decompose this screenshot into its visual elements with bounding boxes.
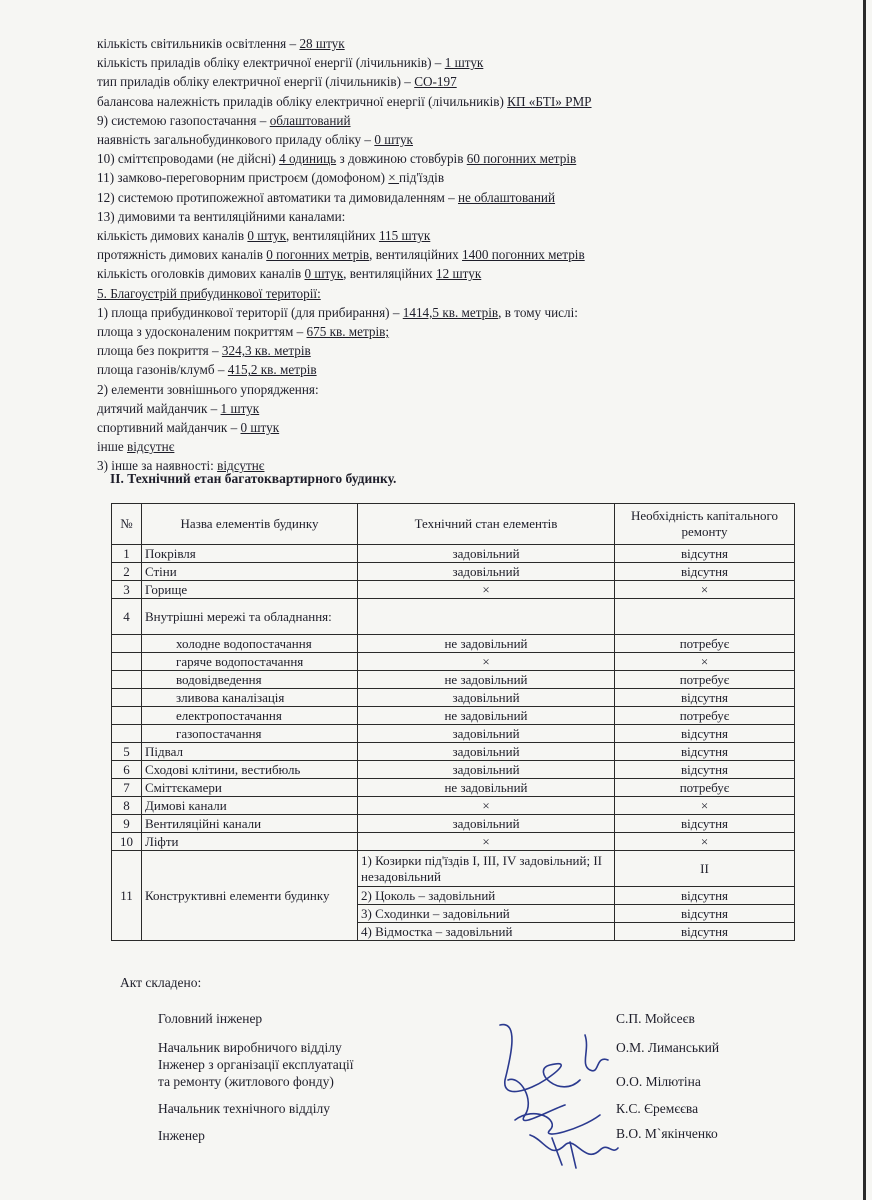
line-text: площа з удосконаленим покриттям – (97, 324, 307, 340)
signature-role: та ремонту (житлового фонду) (158, 1074, 334, 1089)
technical-state: задовільний (358, 689, 615, 707)
technical-state: не задовільний (358, 671, 615, 689)
line-text: балансова належність приладів обліку електричної енергії (лічильників) (97, 93, 508, 109)
row-number (112, 671, 142, 689)
element-name: Підвал (142, 743, 358, 761)
document-line (97, 284, 797, 303)
underlined-value: 0 штук (304, 266, 344, 282)
technical-state (358, 599, 615, 635)
row-number (112, 707, 142, 725)
line-text: 3) інше за наявності: (97, 458, 218, 474)
header-need: Необхідність капітального ремонту (615, 504, 795, 545)
repair-need: відсутня (615, 725, 795, 743)
repair-need: × (615, 833, 795, 851)
document-line (97, 188, 797, 207)
table-row (112, 851, 795, 887)
element-name: Димові канали (142, 797, 358, 815)
table-row (112, 545, 795, 563)
line-text: 10) сміттєпроводами (не дійсні) (97, 151, 280, 167)
underlined-value: 324,3 кв. метрів (221, 343, 311, 359)
repair-need: × (615, 653, 795, 671)
underlined-value: 0 погонних метрів (266, 247, 370, 263)
line-text: , вентиляційних (286, 228, 379, 244)
technical-state: задовільний (358, 743, 615, 761)
row-number: 11 (112, 851, 142, 941)
element-name: Стіни (142, 563, 358, 581)
underlined-value: СО-197 (414, 74, 457, 90)
line-text: кількість приладів обліку електричної енергії (лічильників) – (97, 55, 445, 71)
repair-need: відсутня (615, 743, 795, 761)
document-line (97, 130, 797, 149)
repair-need: відсутня (615, 887, 795, 905)
repair-need: відсутня (615, 563, 795, 581)
technical-state-table (111, 503, 795, 941)
line-text: площа без покриття – (97, 343, 222, 359)
handwritten-signatures (490, 1020, 620, 1170)
table-row (112, 689, 795, 707)
line-text: 1) площа прибудинкової території (для прибирання) – (97, 304, 403, 320)
line-text: дитячий майданчик – (97, 400, 221, 416)
repair-need: потребує (615, 671, 795, 689)
line-text: інше (97, 439, 128, 455)
underlined-value: 1 штук (220, 400, 260, 416)
repair-need: відсутня (615, 923, 795, 941)
element-name: холодне водопостачання (142, 635, 358, 653)
signature-role: Начальник технічного відділу (158, 1101, 331, 1116)
technical-state: задовільний (358, 563, 615, 581)
row-number: 4 (112, 599, 142, 635)
underlined-value: 1400 погонних метрів (462, 247, 585, 263)
underlined-value: × (388, 170, 400, 186)
element-name: Ліфти (142, 833, 358, 851)
table-row (112, 761, 795, 779)
signature-name: С.П. Мойсеєв (616, 1011, 695, 1026)
repair-need: потребує (615, 779, 795, 797)
row-number: 2 (112, 563, 142, 581)
underlined-value: 415,2 кв. метрів (227, 362, 317, 378)
table-row (112, 599, 795, 635)
document-line (97, 92, 797, 111)
row-number: 7 (112, 779, 142, 797)
page-edge-shadow (863, 0, 866, 1200)
line-text: 2) елементи зовнішнього упорядження: (97, 381, 319, 397)
table-row (112, 725, 795, 743)
underlined-value: 1414,5 кв. метрів (402, 304, 499, 320)
line-text: , вентиляційних (343, 266, 437, 282)
element-name: Внутрішні мережі та обладнання: (142, 599, 358, 635)
technical-state: 3) Сходинки – задовільний (358, 905, 615, 923)
underlined-value: КП «БТІ» РМР (507, 93, 592, 109)
element-name: водовідведення (142, 671, 358, 689)
line-text: кількість димових каналів (97, 228, 248, 244)
technical-state: не задовільний (358, 635, 615, 653)
document-line (97, 34, 797, 53)
repair-need: ІІ (615, 851, 795, 887)
repair-need: потребує (615, 707, 795, 725)
header-state: Технічний стан елементів (358, 504, 615, 545)
line-text: під'їздів (399, 170, 445, 186)
signature-role: Інженер (158, 1128, 205, 1143)
element-name: газопостачання (142, 725, 358, 743)
underlined-value: відсутнє (127, 439, 175, 455)
signature-name: К.С. Єремєєва (616, 1101, 699, 1116)
repair-need: відсутня (615, 815, 795, 833)
technical-state: × (358, 653, 615, 671)
row-number: 9 (112, 815, 142, 833)
act-label: Акт складено: (120, 975, 202, 990)
signature-role: Інженер з організації експлуатації (158, 1057, 354, 1072)
row-number: 1 (112, 545, 142, 563)
signature-name: О.О. Мілютіна (616, 1074, 701, 1089)
line-text: 9) системою газопостачання – (97, 112, 270, 128)
element-name: зливова каналізація (142, 689, 358, 707)
table-row (112, 635, 795, 653)
document-line (97, 380, 797, 399)
table-row (112, 779, 795, 797)
signature-role: Начальник виробничого відділу (158, 1040, 342, 1055)
document-line (97, 149, 797, 168)
document-line (97, 418, 797, 437)
repair-need: відсутня (615, 545, 795, 563)
table-row (112, 797, 795, 815)
repair-need: відсутня (615, 905, 795, 923)
technical-state: 4) Відмостка – задовільний (358, 923, 615, 941)
repair-need: потребує (615, 635, 795, 653)
table-row (112, 707, 795, 725)
element-name: Конструктивні елементи будинку (142, 851, 358, 941)
document-line (97, 341, 797, 360)
document-line (97, 322, 797, 341)
technical-state: не задовільний (358, 707, 615, 725)
underlined-value: відсутнє (217, 458, 265, 474)
table-row (112, 833, 795, 851)
document-line (97, 437, 797, 456)
table-row (112, 743, 795, 761)
element-name: Сходові клітини, вестибюль (142, 761, 358, 779)
technical-state: задовільний (358, 545, 615, 563)
line-text: 13) димовими та вентиляційними каналами: (97, 208, 346, 224)
document-line (97, 226, 797, 245)
header-name: Назва елементів будинку (142, 504, 358, 545)
document-line (97, 303, 797, 322)
document-line (97, 72, 797, 91)
technical-state: × (358, 797, 615, 815)
repair-need: × (615, 581, 795, 599)
underlined-value: 1 штук (444, 55, 484, 71)
document-line (97, 399, 797, 418)
element-name: Вентиляційні канали (142, 815, 358, 833)
document-line (97, 245, 797, 264)
line-text: тип приладів обліку електричної енергії (лічильників) – (97, 74, 415, 90)
line-text: площа газонів/клумб – (97, 362, 228, 378)
equipment-list (97, 34, 797, 476)
element-name: електропостачання (142, 707, 358, 725)
header-num: № (112, 504, 142, 545)
technical-state: задовільний (358, 761, 615, 779)
repair-need (615, 599, 795, 635)
line-text: спортивний майданчик – (97, 420, 241, 436)
technical-state: 1) Козирки під'їздів І, ІІІ, IV задовільний; ІІ незадовільний (358, 851, 615, 887)
signature-name: В.О. М`якінченко (616, 1126, 718, 1141)
underlined-value: 4 одиниць (279, 151, 337, 167)
line-text: 12) системою протипожежної автоматики та димовидаленням – (97, 189, 458, 205)
signature-name: О.М. Лиманський (616, 1040, 720, 1055)
underlined-value: 0 штук (374, 132, 413, 148)
row-number (112, 635, 142, 653)
document-line (97, 360, 797, 379)
underlined-value: 0 штук (247, 228, 287, 244)
underlined-value: не облаштований (458, 189, 556, 205)
table-row (112, 563, 795, 581)
line-text: наявність загальнобудинкового приладу обліку – (97, 132, 375, 148)
table-header-row (112, 504, 795, 545)
row-number (112, 689, 142, 707)
section-title: ІІ. Технічний етан багатоквартирного будинку. (110, 471, 397, 486)
line-text: , вентиляційних (369, 247, 463, 263)
underlined-value: 115 штук (378, 228, 431, 244)
row-number: 10 (112, 833, 142, 851)
underlined-value: 0 штук (240, 420, 280, 436)
signature-role: Головний інженер (158, 1011, 263, 1026)
row-number: 3 (112, 581, 142, 599)
repair-need: × (615, 797, 795, 815)
document-line (97, 111, 797, 130)
underlined-value: 12 штук (436, 266, 482, 282)
technical-state: × (358, 833, 615, 851)
repair-need: відсутня (615, 689, 795, 707)
element-name: Горище (142, 581, 358, 599)
row-number: 6 (112, 761, 142, 779)
technical-state: × (358, 581, 615, 599)
element-name: Сміттєкамери (142, 779, 358, 797)
line-text: кількість оголовків димових каналів (97, 266, 305, 282)
element-name: гаряче водопостачання (142, 653, 358, 671)
row-number (112, 725, 142, 743)
underlined-value: 28 штук (299, 36, 345, 51)
document-line (97, 53, 797, 72)
document-line (97, 207, 797, 226)
row-number: 5 (112, 743, 142, 761)
underlined-value: 60 погонних метрів (466, 151, 577, 167)
line-text: 11) замково-переговорним пристроєм (домофоном) (97, 170, 389, 186)
technical-state: 2) Цоколь – задовільний (358, 887, 615, 905)
line-text: , в тому числі: (498, 304, 578, 320)
technical-state: не задовільний (358, 779, 615, 797)
table-row (112, 581, 795, 599)
document-line (97, 168, 797, 187)
line-text: з довжиною стовбурів (336, 151, 467, 167)
repair-need: відсутня (615, 761, 795, 779)
line-text: кількість світильників освітлення – (97, 36, 300, 51)
table-row (112, 671, 795, 689)
underlined-value: облаштований (269, 112, 351, 128)
row-number: 8 (112, 797, 142, 815)
underlined-value: 675 кв. метрів; (306, 324, 390, 340)
table-row (112, 815, 795, 833)
table-row (112, 653, 795, 671)
underlined-value: 5. Благоустрій прибудинкової території: (97, 285, 321, 301)
technical-state: задовільний (358, 725, 615, 743)
line-text: протяжність димових каналів (97, 247, 267, 263)
row-number (112, 653, 142, 671)
document-line (97, 264, 797, 283)
technical-state: задовільний (358, 815, 615, 833)
element-name: Покрівля (142, 545, 358, 563)
